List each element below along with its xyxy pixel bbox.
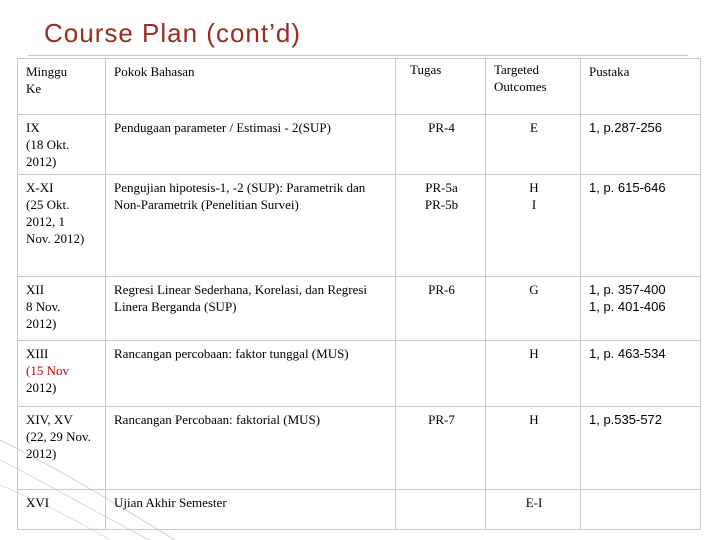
week-cell: XVI [18, 489, 106, 529]
table-header-row [18, 59, 701, 115]
tugas-cell: PR-6 [396, 277, 486, 340]
pustaka-cell: 1, p.287-256 [581, 115, 701, 175]
pustaka-cell: 1, p. 357-400 1, p. 401-406 [581, 277, 701, 340]
course-plan-table [17, 58, 701, 530]
pustaka-cell: 1, p. 615-646 [581, 175, 701, 277]
tugas-cell [396, 489, 486, 529]
topic-cell: Pendugaan parameter / Estimasi - 2(SUP) [106, 115, 396, 175]
topic-cell: Rancangan percobaan: faktor tunggal (MUS) [106, 340, 396, 406]
week-cell: XII 8 Nov. 2012) [18, 277, 106, 340]
table-row [18, 115, 701, 175]
topic-cell: Ujian Akhir Semester [106, 489, 396, 529]
week-cell: XIV, XV (22, 29 Nov. 2012) [18, 406, 106, 489]
pustaka-cell: 1, p. 463-534 [581, 340, 701, 406]
outcome-cell: E-I [486, 489, 581, 529]
outcome-cell: E [486, 115, 581, 175]
outcome-cell: H [486, 340, 581, 406]
page-title: Course Plan (cont’d) [44, 18, 301, 48]
week-year: 2012) [26, 379, 57, 395]
header-pustaka: Pustaka [581, 59, 701, 115]
pustaka-cell: 1, p.535-572 [581, 406, 701, 489]
header-tugas: Tugas [396, 59, 486, 115]
tugas-cell: PR-7 [396, 406, 486, 489]
table-row [18, 175, 701, 277]
table-row [18, 406, 701, 489]
tugas-cell [396, 340, 486, 406]
topic-cell: Regresi Linear Sederhana, Korelasi, dan Regresi Linera Berganda (SUP) [106, 277, 396, 340]
topic-cell: Rancangan Percobaan: faktorial (MUS) [106, 406, 396, 489]
table-row [18, 340, 701, 406]
week-date-highlight: (15 Nov [26, 362, 69, 378]
pustaka-cell [581, 489, 701, 529]
week-label: XIII [26, 345, 49, 361]
header-pokok-bahasan: Pokok Bahasan [106, 59, 396, 115]
outcome-cell: H I [486, 175, 581, 277]
week-cell: X-XI (25 Okt. 2012, 1 Nov. 2012) [18, 175, 106, 277]
header-minggu: Minggu Ke [18, 59, 106, 115]
title-divider [28, 55, 688, 56]
topic-cell: Pengujian hipotesis-1, -2 (SUP): Parametrik dan Non-Parametrik (Penelitian Survei) [106, 175, 396, 277]
table-row [18, 489, 701, 529]
header-targeted-outcomes: Targeted Outcomes [486, 59, 581, 115]
tugas-cell: PR-5a PR-5b [396, 175, 486, 277]
tugas-cell: PR-4 [396, 115, 486, 175]
week-cell [18, 340, 106, 406]
week-cell: IX (18 Okt. 2012) [18, 115, 106, 175]
table-row [18, 277, 701, 340]
outcome-cell: H [486, 406, 581, 489]
outcome-cell: G [486, 277, 581, 340]
